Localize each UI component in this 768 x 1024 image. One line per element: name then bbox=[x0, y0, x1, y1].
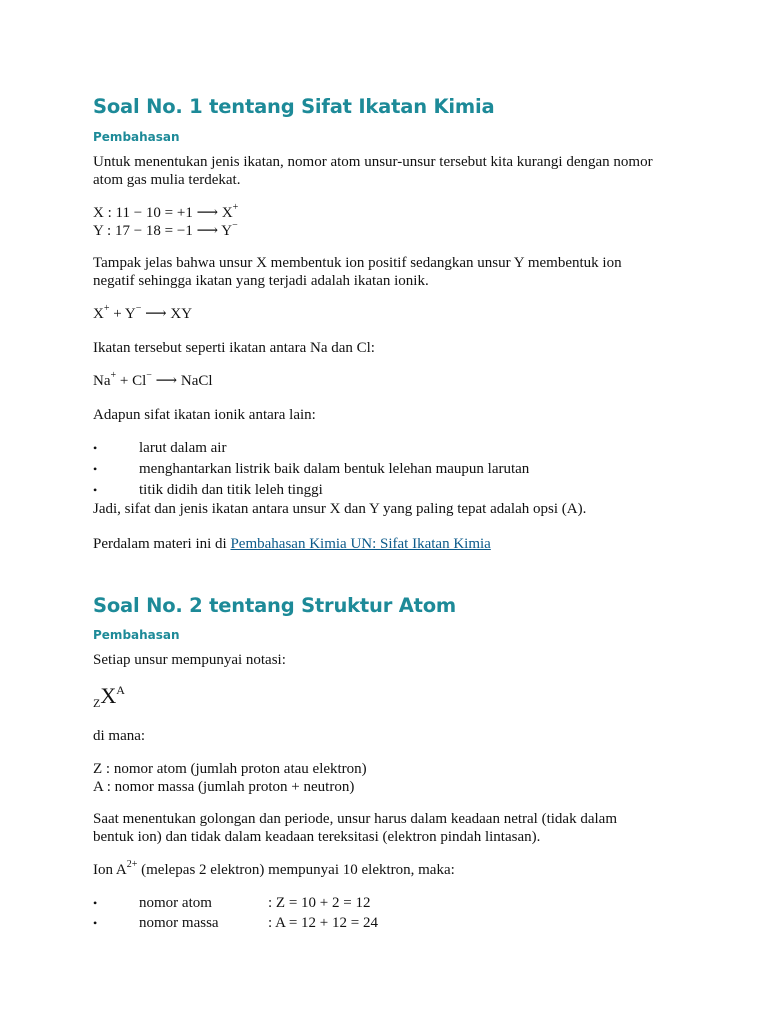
notation-mass-number: A bbox=[116, 683, 125, 697]
property-text: titik didih dan titik leleh tinggi bbox=[139, 482, 323, 498]
neutral-note bbox=[93, 810, 693, 846]
further-reading bbox=[93, 535, 693, 553]
equation-y-charge: − bbox=[232, 220, 238, 231]
bullet-icon: • bbox=[93, 462, 98, 476]
equations-xy bbox=[93, 204, 693, 240]
item-label: nomor massa bbox=[139, 915, 219, 931]
equation-x-text: X : 11 − 10 = +1 ⟶ X bbox=[93, 205, 233, 221]
reaction-nacl-a: Na bbox=[93, 373, 111, 389]
bullet-icon: • bbox=[93, 441, 98, 455]
property-text: larut dalam air bbox=[139, 440, 227, 456]
ion-charge: 2+ bbox=[126, 859, 138, 870]
section1-subtitle: Pembahasan bbox=[93, 130, 180, 144]
property-text: menghantarkan listrik baik dalam bentuk lelehan maupun larutan bbox=[139, 461, 530, 477]
section2-subtitle: Pembahasan bbox=[93, 628, 180, 642]
reaction-xy-plus: + Y bbox=[109, 306, 136, 322]
example-text: Ikatan tersebut seperti ikatan antara Na dan Cl: bbox=[93, 340, 375, 356]
neutral-line-2: bentuk ion) dan tidak dalam keadaan tereksitasi (elektron pindah lintasan). bbox=[93, 829, 541, 845]
intro-line-2: atom gas mulia terdekat. bbox=[93, 172, 241, 188]
section1-title: Soal No. 1 tentang Sifat Ikatan Kimia bbox=[93, 95, 495, 118]
equation-y-text: Y : 17 − 18 = −1 ⟶ Y bbox=[93, 223, 233, 239]
definition-z: Z : nomor atom (jumlah proton atau elektron) bbox=[93, 761, 367, 777]
notation-atomic-number: Z bbox=[93, 696, 101, 710]
section2-title: Soal No. 2 tentang Struktur Atom bbox=[93, 594, 457, 617]
ion-suffix: (melepas 2 elektron) mempunyai 10 elektron, maka: bbox=[137, 862, 455, 878]
reaction-xy-b-charge: − bbox=[135, 303, 142, 314]
section1-explanation bbox=[93, 254, 693, 290]
equation-x bbox=[93, 204, 693, 222]
item-value: : A = 12 + 12 = 24 bbox=[268, 915, 378, 931]
bullet-icon: • bbox=[93, 916, 98, 930]
bullet-icon: • bbox=[93, 483, 98, 497]
further-reading-link[interactable]: Pembahasan Kimia UN: Sifat Ikatan Kimia bbox=[230, 536, 491, 552]
reaction-xy-a-charge: + bbox=[103, 303, 110, 314]
bullet-icon: • bbox=[93, 896, 98, 910]
ion-prefix: Ion A bbox=[93, 862, 127, 878]
item-value: : Z = 10 + 2 = 12 bbox=[268, 895, 371, 911]
further-reading-prefix: Perdalam materi ini di bbox=[93, 536, 231, 552]
reaction-xy-a: X bbox=[93, 306, 104, 322]
conclusion: Jadi, sifat dan jenis ikatan antara unsur X dan Y yang paling tepat adalah opsi (A). bbox=[93, 501, 587, 517]
notation-symbol: X bbox=[100, 683, 117, 708]
reaction-xy-result: ⟶ XY bbox=[141, 306, 193, 322]
section2-intro: Setiap unsur mempunyai notasi: bbox=[93, 652, 286, 668]
where-text: di mana: bbox=[93, 728, 146, 744]
equation-y bbox=[93, 222, 693, 240]
reaction-xy bbox=[93, 305, 693, 323]
reaction-nacl-result: ⟶ NaCl bbox=[151, 373, 213, 389]
properties-intro: Adapun sifat ikatan ionik antara lain: bbox=[93, 407, 316, 423]
equation-x-charge: + bbox=[232, 202, 239, 213]
ion-statement bbox=[93, 861, 693, 879]
explain-line-1: Tampak jelas bahwa unsur X membentuk ion positif sedangkan unsur Y membentuk ion bbox=[93, 255, 622, 271]
reaction-nacl bbox=[93, 372, 693, 390]
intro-line-1: Untuk menentukan jenis ikatan, nomor atom unsur-unsur tersebut kita kurangi dengan nomor bbox=[93, 154, 653, 170]
reaction-nacl-a-charge: + bbox=[110, 370, 117, 381]
item-label: nomor atom bbox=[139, 895, 212, 911]
definition-a: A : nomor massa (jumlah proton + neutron) bbox=[93, 779, 355, 795]
element-notation bbox=[93, 683, 125, 709]
section1-intro bbox=[93, 153, 693, 189]
definitions bbox=[93, 760, 693, 796]
reaction-nacl-plus: + Cl bbox=[116, 373, 147, 389]
explain-line-2: negatif sehingga ikatan yang terjadi adalah ikatan ionik. bbox=[93, 273, 429, 289]
neutral-line-1: Saat menentukan golongan dan periode, unsur harus dalam keadaan netral (tidak dalam bbox=[93, 811, 617, 827]
reaction-nacl-b-charge: − bbox=[146, 370, 152, 381]
